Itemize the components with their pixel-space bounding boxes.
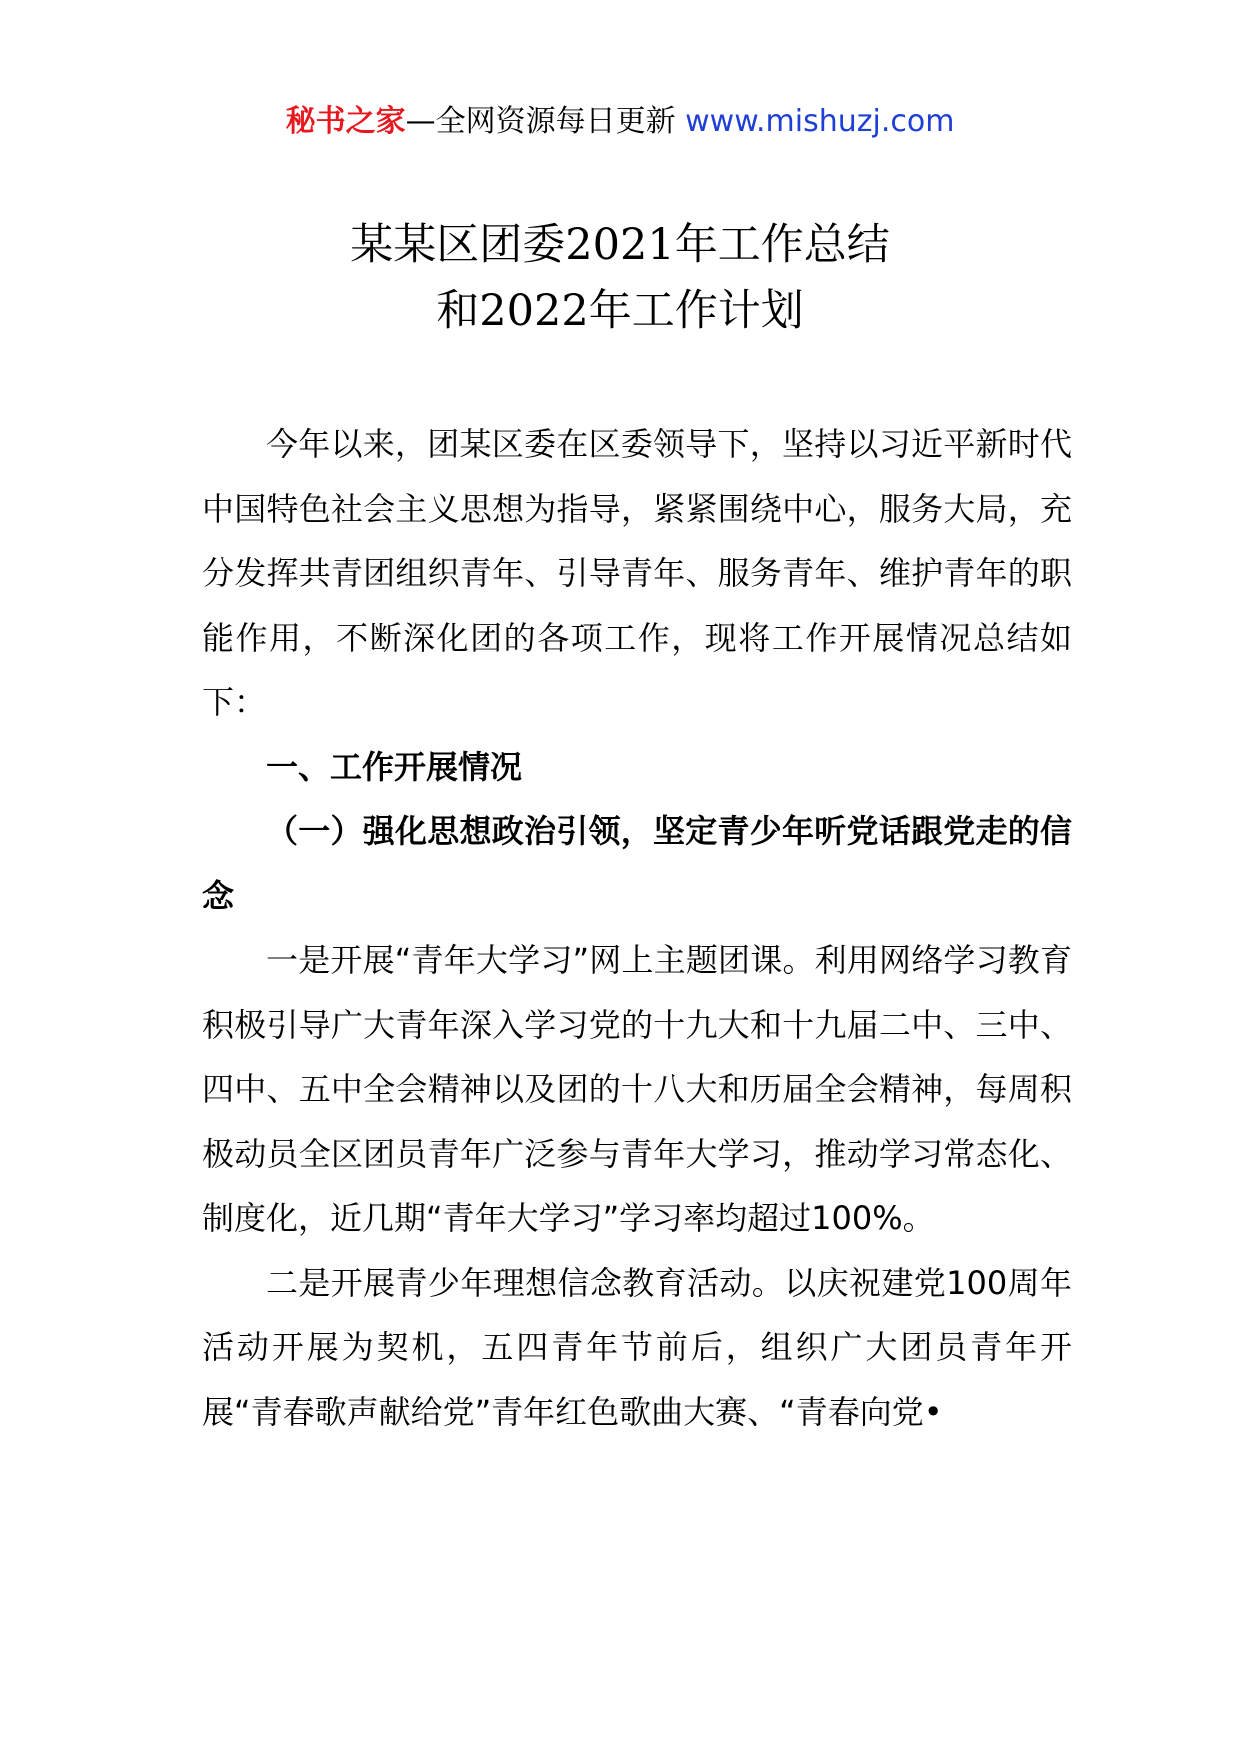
site-brand-name: 秘书之家 — [285, 104, 406, 139]
document-title-line-1: 某某区团委2021年工作总结 — [350, 220, 890, 270]
section-heading: 一、工作开展情况 — [266, 747, 523, 786]
document-body — [202, 412, 1072, 1444]
site-url-link[interactable]: www.mishuzj.com — [685, 104, 955, 139]
site-tagline: —全网资源每日更新 — [405, 104, 686, 139]
body-paragraph-item-1: 一是开展“青年大学习”网上主题团课。利用网络学习教育积极引导广大青年深入学习党的十九大和十九届二中、三中、四中、五中全会精神以及团的十八大和历届全会精神，每周积极动员全区团员青年广泛参与青年大学习，推动学习常态化、制度化，近几期“青年大学习”学习率均超过100%。 — [202, 941, 1072, 1237]
subsection-heading: （一）强化思想政治引领，坚定青少年听党话跟党走的信念 — [202, 812, 1072, 915]
site-header-banner — [0, 102, 1240, 142]
document-title — [0, 212, 1240, 344]
document-title-line-2: 和2022年工作计划 — [436, 286, 804, 336]
intro-paragraph: 今年以来，团某区委在区委领导下，坚持以习近平新时代中国特色社会主义思想为指导，紧紧围绕中心，服务大局，充分发挥共青团组织青年、引导青年、服务青年、维护青年的职能作用，不断深化团的各项工作，现将工作开展情况总结如下： — [202, 425, 1072, 721]
body-paragraph-item-2: 二是开展青少年理想信念教育活动。以庆祝建党100周年活动开展为契机，五四青年节前后，组织广大团员青年开展“青春歌声献给党”青年红色歌曲大赛、“青春向党• — [202, 1263, 1072, 1431]
